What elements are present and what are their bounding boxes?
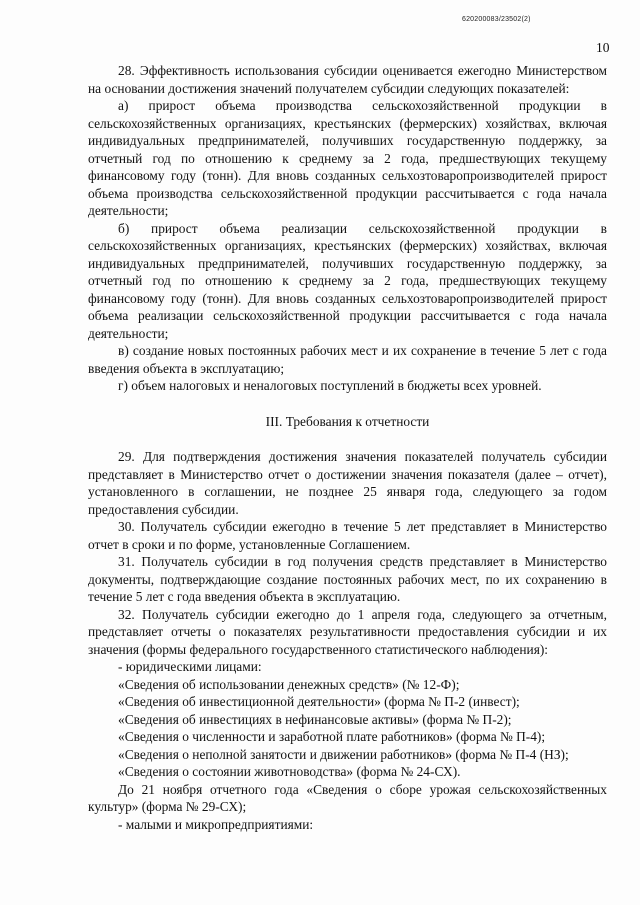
form-item: «Сведения о численности и заработной плате работников» (форма № П-4); xyxy=(118,729,546,744)
harvest-report: До 21 ноября отчетного года «Сведения о сборе урожая сельскохозяйственных культур» (форма № 29-СХ); xyxy=(88,781,607,814)
form-item: «Сведения о неполной занятости и движении работников» (форма № П-4 (НЗ); xyxy=(118,746,569,762)
paragraph-30: 30. Получатель субсидии ежегодно в течение 5 лет представляет в Министерство отчет в сроки и по форме, установленные Соглашением. xyxy=(88,519,607,552)
paragraph-31: 31. Получатель субсидии в год получения средств представляет в Министерство документы, подтверждающие создание постоянных рабочих мест, по их сохранению в течение 5 лет с года введения объекта в эксплуатацию. xyxy=(88,554,607,604)
paragraph-29: 29. Для подтверждения достижения значения показателей получатель субсидии представляет в Министерство отчет о достижении значения показателя (далее – отчет), установленного в соглашении, не позднее 25 января года, следующего за годом предоставления субсидии. xyxy=(88,449,607,517)
form-item: «Сведения об использовании денежных средств» (№ 12-Ф); xyxy=(118,676,460,692)
document-body xyxy=(88,62,607,833)
legal-entities-heading: - юридическими лицами: xyxy=(118,659,262,674)
paragraph-28-c: в) создание новых постоянных рабочих мест и их сохранение в течение 5 лет с года введения объекта в эксплуатацию; xyxy=(88,343,607,376)
paragraph-28: 28. Эффективность использования субсидии оценивается ежегодно Министерством на основании достижения значений получателем субсидии следующих показателей: xyxy=(88,63,607,96)
paragraph-28-a: а) прирост объема производства сельскохозяйственной продукции в сельскохозяйственных организациях, крестьянских (фермерских) хозяйствах, включая индивидуальных предпринимателей, получивших государственную поддержку, за отчетный год по отношению к среднему за 2 года, предшествующих текущему финансовому году (тонн). Для вновь созданных сельхозтоваропроизводителей прирост объема производства сельскохозяйственной продукции рассчитывается с года начала деятельности; xyxy=(88,98,607,218)
paragraph-32: 32. Получатель субсидии ежегодно до 1 апреля года, следующего за отчетным, представляет отчеты о показателях результативности предоставления субсидии и их значения (формы федерального государственного статистического наблюдения): xyxy=(88,606,607,657)
form-item: «Сведения о состоянии животноводства» (форма № 24-СХ). xyxy=(118,764,461,779)
small-entities-heading: - малыми и микропредприятиями: xyxy=(118,816,314,832)
section-title: III. Требования к отчетности xyxy=(265,413,430,429)
form-item: «Сведения об инвестиционной деятельности» (форма № П-2 (инвест); xyxy=(118,694,520,709)
form-item: «Сведения об инвестициях в нефинансовые активы» (форма № П-2); xyxy=(118,711,512,727)
paragraph-28-b: б) прирост объема реализации сельскохозяйственной продукции в сельскохозяйственных организациях, крестьянских (фермерских) хозяйствах, включая индивидуальных предпринимателей, получивших государственную поддержку, за отчетный год по отношению к среднему за 2 года, предшествующих текущему финансовому году (тонн). Для вновь созданных сельхозтоваропроизводителей прирост объема реализации сельскохозяйственной продукции рассчитывается с года начала деятельности; xyxy=(88,220,607,341)
document-id: 620200083/23502(2) xyxy=(462,16,531,23)
page-number: 10 xyxy=(596,40,610,55)
paragraph-28-d: г) объем налоговых и неналоговых поступлений в бюджеты всех уровней. xyxy=(118,378,542,393)
